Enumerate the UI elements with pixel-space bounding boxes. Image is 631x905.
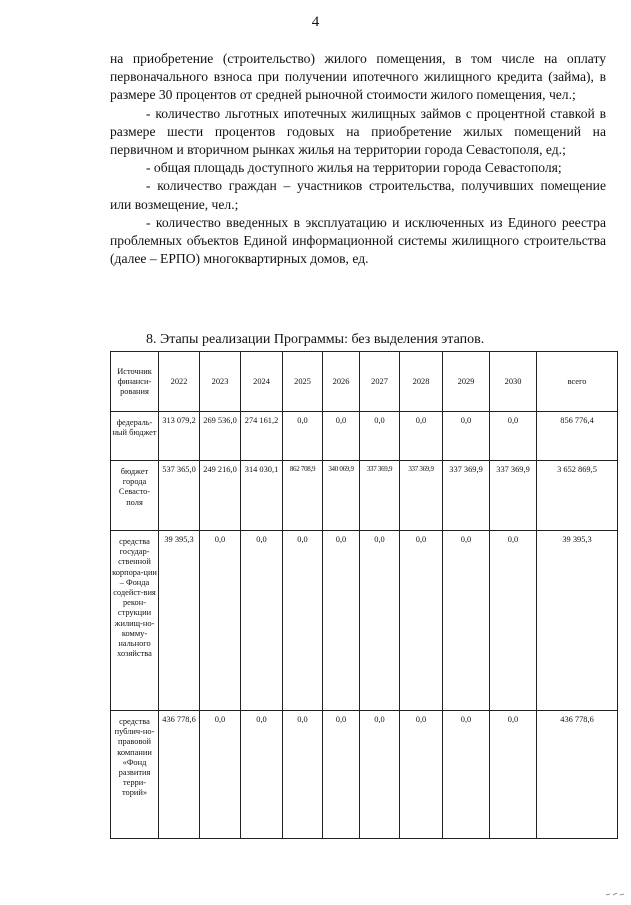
table-header-row	[111, 352, 618, 412]
value-cell: 269 536,0	[200, 412, 241, 461]
value-cell: 0,0	[490, 412, 537, 461]
header-cell: 2023	[200, 352, 241, 412]
value-cell: 3 652 869,5	[537, 461, 618, 531]
value-cell: 337 369,9	[400, 461, 443, 531]
value-cell: 0,0	[283, 711, 323, 839]
source-cell: федераль-ный бюджет	[111, 412, 159, 461]
header-cell: 2029	[443, 352, 490, 412]
value-cell: 0,0	[283, 531, 323, 711]
header-cell: 2027	[360, 352, 400, 412]
paragraph: - количество введенных в эксплуатацию и исключенных из Единого реестра проблемных объектов Единой информационной системы жилищного строительства (далее – ЕРПО) многоквартирных домов, ед.	[110, 214, 606, 267]
value-cell: 0,0	[400, 531, 443, 711]
value-cell: 0,0	[490, 711, 537, 839]
table-row	[111, 412, 618, 461]
value-cell: 340 069,9	[323, 461, 360, 531]
value-cell: 0,0	[360, 412, 400, 461]
value-cell: 862 708,9	[283, 461, 323, 531]
header-cell: 2025	[283, 352, 323, 412]
value-cell: 0,0	[400, 711, 443, 839]
value-cell: 0,0	[360, 531, 400, 711]
value-cell: 0,0	[241, 531, 283, 711]
source-cell: средства государ-ственной корпора-ции – Фонда содейст-вия рекон-струкции жилищ-но-комму-нального хозяйства	[111, 531, 159, 711]
value-cell: 0,0	[200, 711, 241, 839]
value-cell: 436 778,6	[159, 711, 200, 839]
value-cell: 337 369,9	[443, 461, 490, 531]
paragraph: на приобретение (строительство) жилого помещения, в том числе на оплату первоначального взноса при получении ипотечного жилищного кредита (займа), в размере 30 процентов от средней рыночной стоимости жилого помещения, чел.;	[110, 51, 606, 103]
value-cell: 0,0	[443, 711, 490, 839]
value-cell: 537 365,0	[159, 461, 200, 531]
header-cell: Источник финанси-рования	[111, 352, 159, 412]
value-cell: 0,0	[200, 531, 241, 711]
paragraph: - общая площадь доступного жилья на территории города Севастополя;	[146, 160, 562, 176]
value-cell: 0,0	[443, 531, 490, 711]
value-cell: 0,0	[323, 531, 360, 711]
value-cell: 0,0	[360, 711, 400, 839]
header-cell: 2028	[400, 352, 443, 412]
header-cell: 2030	[490, 352, 537, 412]
table-row	[111, 531, 618, 711]
value-cell: 337 369,9	[490, 461, 537, 531]
value-cell: 39 395,3	[537, 531, 618, 711]
table-row	[111, 461, 618, 531]
value-cell: 274 161,2	[241, 412, 283, 461]
value-cell: 0,0	[323, 711, 360, 839]
value-cell: 39 395,3	[159, 531, 200, 711]
section-heading: 8. Этапы реализации Программы: без выделения этапов.	[146, 332, 485, 347]
header-cell: всего	[537, 352, 618, 412]
page-number: 4	[311, 14, 320, 30]
paragraph: - количество граждан – участников строительства, получивших помещение или возмещение, чел.;	[110, 178, 606, 212]
paragraph: - количество льготных ипотечных жилищных займов с процентной ставкой в размере шести процентов годовых на приобретение жилых помещений на первичном и вторичном рынках жилья на территории города Севастополя, ед.;	[110, 105, 606, 158]
value-cell: 0,0	[241, 711, 283, 839]
table-row	[111, 711, 618, 839]
value-cell: 436 778,6	[537, 711, 618, 839]
value-cell: 0,0	[490, 531, 537, 711]
header-cell: 2026	[323, 352, 360, 412]
scan-mark	[605, 889, 627, 897]
funding-table	[110, 351, 618, 839]
source-cell: средства публич-но-правовой компании «Фонд развития терри-торий»	[111, 711, 159, 839]
header-cell: 2022	[159, 352, 200, 412]
source-cell: бюджет города Севасто-поля	[111, 461, 159, 531]
value-cell: 249 216,0	[200, 461, 241, 531]
value-cell: 337 369,9	[360, 461, 400, 531]
body-text	[110, 50, 606, 268]
value-cell: 313 079,2	[159, 412, 200, 461]
value-cell: 0,0	[283, 412, 323, 461]
value-cell: 314 030,1	[241, 461, 283, 531]
value-cell: 0,0	[443, 412, 490, 461]
header-cell: 2024	[241, 352, 283, 412]
value-cell: 0,0	[400, 412, 443, 461]
value-cell: 0,0	[323, 412, 360, 461]
value-cell: 856 776,4	[537, 412, 618, 461]
